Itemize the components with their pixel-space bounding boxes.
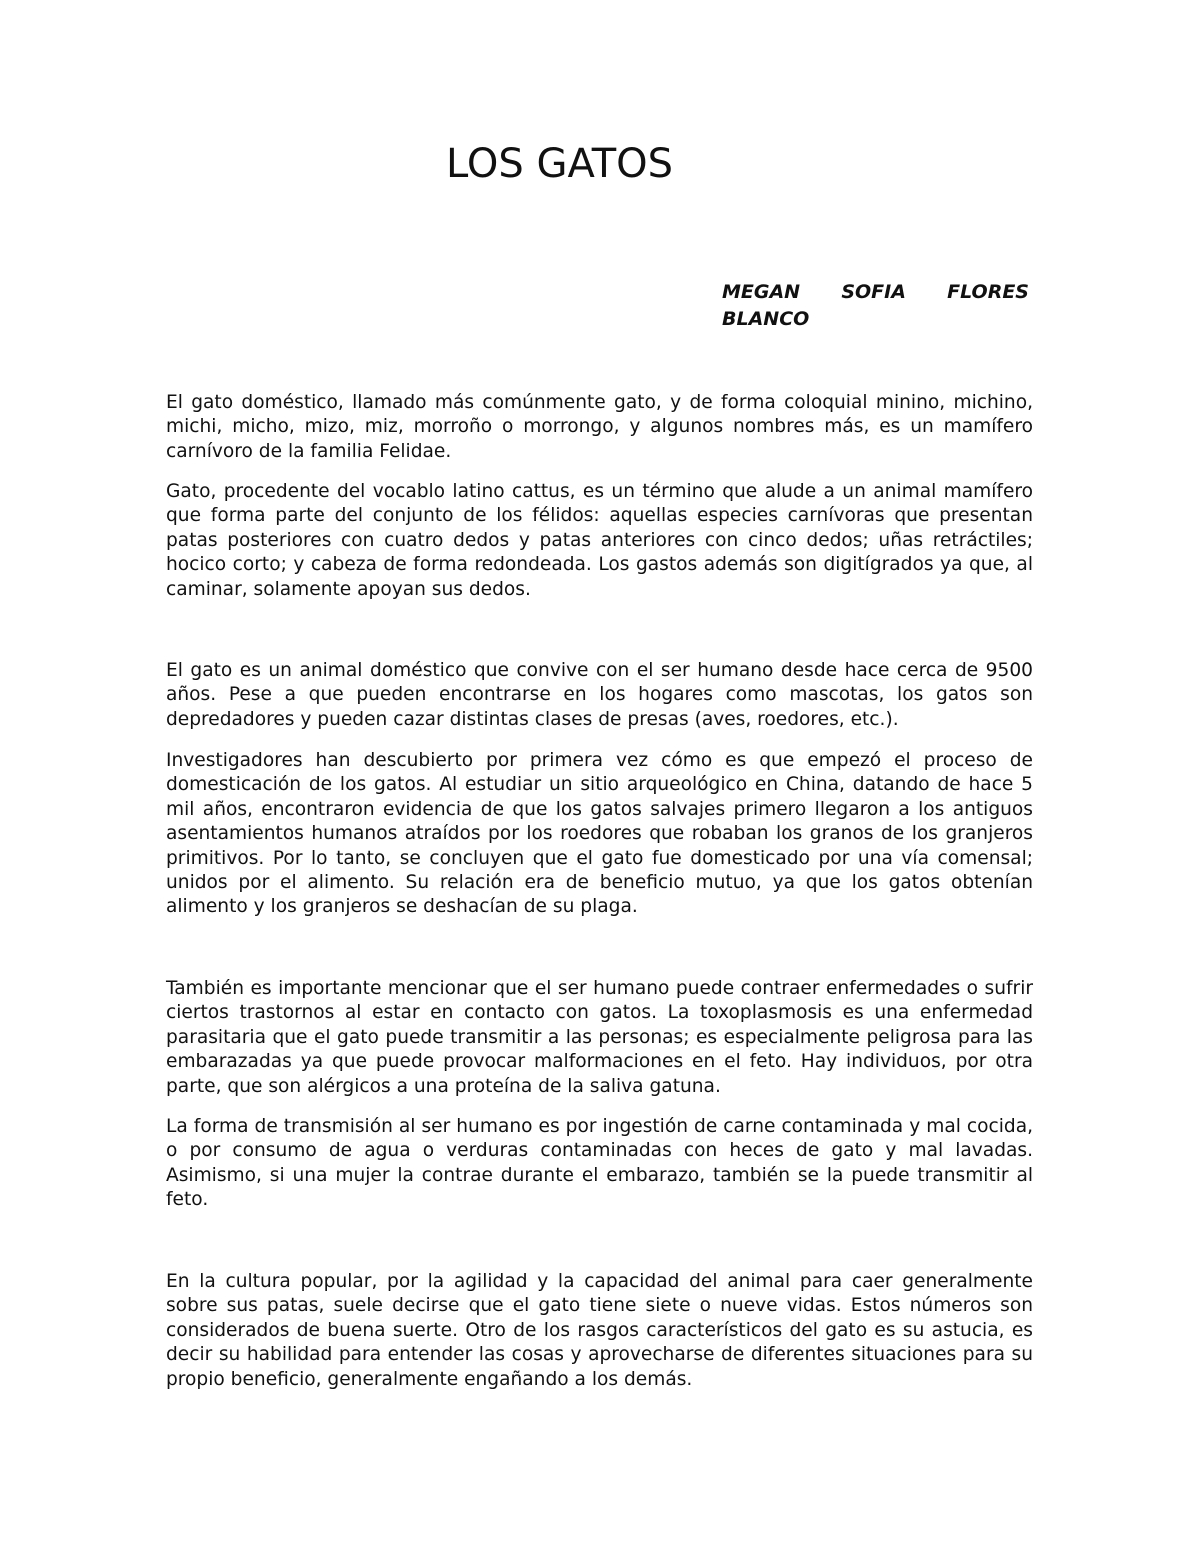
paragraph-3: El gato es un animal doméstico que convive con el ser humano desde hace cerca de 9500 años. Pese a que pueden encontrarse en los hogares como mascotas, los gatos son depredadores y pueden cazar distintas clases de presas (aves, roedores, etc.). [166, 660, 1033, 730]
paragraph-6: La forma de transmisión al ser humano es por ingestión de carne contaminada y mal cocida, o por consumo de agua o verduras contaminadas con heces de gato y mal lavadas. Asimismo, si una mujer la contrae durante el embarazo, también se la puede transmitir al feto. [166, 1116, 1033, 1211]
document-title: LOS GATOS [446, 141, 674, 187]
paragraph-4: Investigadores han descubierto por primera vez cómo es que empezó el proceso de domesticación de los gatos. Al estudiar un sitio arqueológico en China, datando de hace 5 mil años, encontraron evidencia de que los gatos salvajes primero llegaron a los antiguos asentamientos humanos atraídos por los roedores que robaban los granos de los granjeros primitivos. Por lo tanto, se concluyen que el gato fue domesticado por una vía comensal; unidos por el alimento. Su relación era de beneficio mutuo, ya que los gatos obtenían alimento y los granjeros se deshacían de su plaga. [166, 750, 1033, 918]
paragraph-2: Gato, procedente del vocablo latino cattus, es un término que alude a un animal mamífero que forma parte del conjunto de los félidos: aquellas especies carnívoras que presentan patas posteriores con cuatro dedos y patas anteriores con cinco dedos; uñas retráctiles; hocico corto; y cabeza de forma redondeada. Los gastos además son digitígrados ya que, al caminar, solamente apoyan sus dedos. [166, 481, 1033, 600]
paragraph-7: En la cultura popular, por la agilidad y la capacidad del animal para caer generalmente sobre sus patas, suele decirse que el gato tiene siete o nueve vidas. Estos números son considerados de buena suerte. Otro de los rasgos característicos del gato es su astucia, es decir su habilidad para entender las cosas y aprovecharse de diferentes situaciones para su propio beneficio, generalmente engañando a los demás. [166, 1271, 1033, 1390]
author-name: MEGAN SOFIA FLORES BLANCO [722, 281, 1029, 330]
paragraph-1: El gato doméstico, llamado más comúnmente gato, y de forma coloquial minino, michino, michi, micho, mizo, miz, morroño o morrongo, y algunos nombres más, es un mamífero carnívoro de la familia Felidae. [166, 392, 1033, 462]
paragraph-5: También es importante mencionar que el ser humano puede contraer enfermedades o sufrir ciertos trastornos al estar en contacto con gatos. La toxoplasmosis es una enfermedad parasitaria que el gato puede transmitir a las personas; es especialmente peligrosa para las embarazadas ya que puede provocar malformaciones en el feto. Hay individuos, por otra parte, que son alérgicos a una proteína de la saliva gatuna. [166, 978, 1033, 1097]
